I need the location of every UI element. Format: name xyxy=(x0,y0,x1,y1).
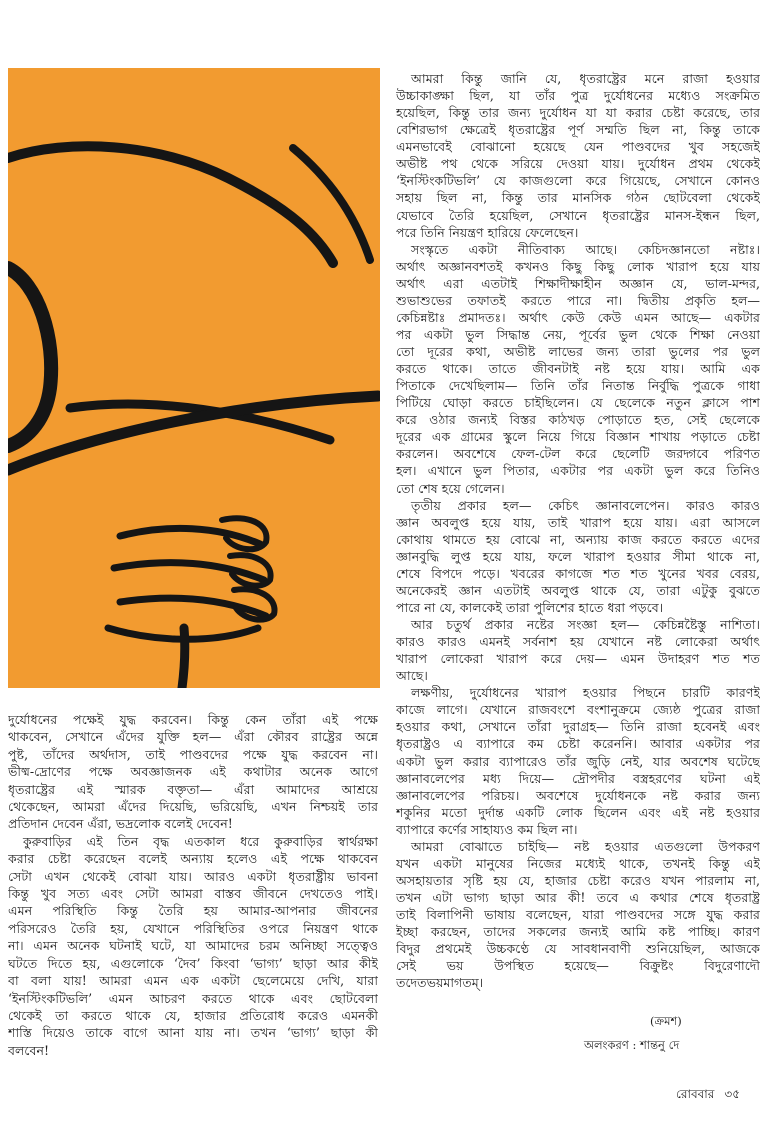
paragraph xyxy=(396,684,760,838)
text-line: সহায় ছিল না, কিন্তু তার মানসিক গঠন ছোটবেলা থেকেই xyxy=(396,190,760,206)
text-line: হওয়ার কথা, সেখানে তাঁরা দুরাগ্রহ— তিনি রাজা হবেনই এবং xyxy=(396,719,760,735)
text-line: থেকেই তা করতে থাকে যে, হাজার প্রতিরোধ করেও এমনকী xyxy=(8,1007,378,1023)
text-line: কারও কারও এমনই সর্বনাশ হয় যেখানে নষ্ট লোকেরা অর্থাৎ xyxy=(396,634,760,650)
text-line: জ্ঞান অবলুপ্ত হয়ে যায়, তাই খারাপ হয়ে যায়। এরা আসলে xyxy=(396,514,760,530)
text-line: অর্থাৎ অজ্ঞানবশতই কখনও কিছু কিছু লোক খারাপ হয়ে যায় xyxy=(396,258,760,274)
paragraph xyxy=(8,711,378,833)
text-line: পরিসরেও তৈরি হয়, যেখানে পরিস্থিতির ওপরে নিয়ন্ত্রণ থাকে xyxy=(8,920,378,936)
paragraph xyxy=(396,241,760,497)
text-line: সংস্কৃতে একটা নীতিবাক্য আছে। কেচিদজ্ঞানতো নষ্টাঃ। xyxy=(411,241,760,257)
text-line: করলেন। অবশেষে ফেল-টেল করে ছেলেটি জরদ্গবে পরিণত xyxy=(396,446,760,462)
page-folio xyxy=(676,1086,740,1103)
text-line: কেচিন্নষ্টাঃ প্রমাদতঃ। অর্থাৎ কেউ কেউ এমন আছে— একটার xyxy=(396,309,760,325)
text-line: জ্ঞানাবলেপের মধ্য দিয়ে— দ্রৌপদীর বস্ত্রহরণের ঘটনা এই xyxy=(396,770,760,786)
text-line: বেশিরভাগ ক্ষেত্রেই ধৃতরাষ্ট্রের পূর্ণ সম্মতি ছিল না, কিন্তু তাকে xyxy=(396,122,760,138)
text-line: এমনভাবেই বোঝানো হয়েছে যেন পাণ্ডবদের খুব সহজেই xyxy=(396,139,760,155)
paragraph xyxy=(396,616,760,684)
text-line: জ্ঞানবুদ্ধি লুপ্ত হয়ে যায়, ফলে খারাপ হওয়ার সীমা থাকে না, xyxy=(396,548,760,564)
text-line: প্রতিদান দেবেন এঁরা, ভদ্রলোক বলেই দেবেন! xyxy=(8,816,233,832)
paragraph xyxy=(8,833,378,1059)
text-line: ব্যাপারে কর্ণের সাহায্যও কম ছিল না। xyxy=(396,821,578,837)
text-line: থেকেছেন, আমরা এঁদের দিয়েছি, ভরিয়েছি, এখন নিশ্চয়ই তার xyxy=(8,799,378,815)
text-line: দুর্যোধনের পক্ষেই যুদ্ধ করবেন। কিন্তু কেন তাঁরা এই পক্ষে xyxy=(8,712,378,727)
text-line: শকুনির মতো দুর্দান্ত একটি লোক ছিলেন এবং এই নষ্ট হওয়ার xyxy=(396,804,760,820)
text-line: তৃতীয় প্রকার হল— কেচিৎ জ্ঞানাবলেপেন। কারও কারও xyxy=(411,497,760,513)
text-line: ঘটতে দিতে হয়, এগুলোকে ‘দৈব’ কিংবা ‘ভাগ্য’ ছাড়া আর কীই xyxy=(8,955,378,971)
text-line: জ্ঞানাবলেপের পরিচয়। অবশেষে দুর্যোধনকে নষ্ট করার জন্য xyxy=(396,787,760,803)
text-line: কোথায় থামতে হয় বোঝে না, অন্যায় কাজ করতে করতে এদের xyxy=(396,531,760,547)
text-line: পিটিয়ে ঘোড়া করতে চাইছিলেন। যে ছেলেকে নতুন ক্লাসে পাশ xyxy=(396,395,760,411)
text-line: উচ্চাকাঙ্ক্ষা ছিল, যা তাঁর পুত্র দুর্যোধনের মধ্যেও সংক্রমিত xyxy=(396,88,760,104)
text-line: পিতাকে দেখেছিলাম— তিনি তাঁর নিতান্ত নির্বুদ্ধি পুত্রকে গাধা xyxy=(396,378,760,394)
text-line: পুষ্ট, তাঁদের অর্থদাস, তাই পাণ্ডবদের পক্ষে যুদ্ধ করবেন না। xyxy=(8,746,378,762)
text-line: হয়েছিল, কিন্তু তার জন্য দুর্যোধন যা যা করার চেষ্টা করেছে, তার xyxy=(396,105,760,121)
text-line: তো শেষ হয়ে গেলেন। xyxy=(396,480,505,496)
continued-marker: (ক্রমশ) xyxy=(650,1014,682,1028)
paragraph xyxy=(396,497,760,616)
text-line: কাজে লাগে। যেখানে রাজবংশে বংশানুক্রমে জ্যেষ্ঠ পুত্রের রাজা xyxy=(396,702,760,718)
text-line: করতে থাকে। তাতে জীবনটাই নষ্ট হয়ে যায়। আমি এক xyxy=(396,361,760,377)
text-line: লক্ষণীয়, দুর্যোধনের খারাপ হওয়ার পিছনে চারটি কারণই xyxy=(411,685,760,701)
text-line: অভীষ্ট পথ থেকে সরিয়ে দেওয়া যায়। দুর্যোধন প্রথম থেকেই xyxy=(396,156,760,172)
text-line: যখন একটা মানুষের নিজের মধ্যেই থাকে, তখনই কিন্তু এই xyxy=(396,855,760,871)
text-line: আমরা কিন্তু জানি যে, ধৃতরাষ্ট্রের মনে রাজা হওয়ার xyxy=(411,71,760,86)
text-line: অর্থাৎ এরা এতটাই শিক্ষাদীক্ষাহীন অজ্ঞান যে, ভাল-মন্দর, xyxy=(396,275,760,291)
text-line: না। এমন অনেক ঘটনাই ঘটে, যা আমাদের চরম অনিচ্ছা সত্ত্বেও xyxy=(8,938,378,954)
text-line: সেটা এখন থেকেই বোঝা যায়। আরও একটা ধৃতরাষ্ট্রীয় ভাবনা xyxy=(8,868,378,884)
text-line: পর একটা ভুল সিদ্ধান্ত নেয়, পূর্বের ভুল থেকে শিক্ষা নেওয়া xyxy=(396,326,760,342)
hand-illustration xyxy=(8,68,380,688)
text-line: তদেতভয়মাগতম্। xyxy=(396,975,484,991)
text-line: আমরা বোঝাতে চাইছি— নষ্ট হওয়ার এতগুলো উপকরণ xyxy=(411,838,760,854)
text-line: করে ওঠার জন্যই বিস্তর কাঠখড় পোড়াতে হত, সেই ছেলেকে xyxy=(396,412,760,428)
magazine-name: রোববার xyxy=(676,1087,715,1101)
text-line: আছে। xyxy=(396,668,428,684)
illustration-credit: অলংকরণ : শান্তনু দে xyxy=(584,1038,680,1052)
text-line: পারে না যে, কালকেই তারা পুলিশের হাতে ধরা পড়বে। xyxy=(396,599,664,615)
page-number: ৩৫ xyxy=(724,1087,740,1101)
text-line: শেষে বিপদে পড়ে। খবরের কাগজে শত শত খুনের খবর বেরয়, xyxy=(396,565,760,581)
text-line: যেভাবে তৈরি হয়েছিল, সেখানে ধৃতরাষ্ট্রের মানস-ইন্ধন ছিল, xyxy=(396,207,760,223)
text-line: অনেকেরই জ্ঞান এতটাই অবলুপ্ত থাকে যে, তারা এটুকু বুঝতে xyxy=(396,582,760,598)
text-line: এমন পরিস্থিতি কিন্তু তৈরি হয় আমার-আপনার জীবনের xyxy=(8,903,378,919)
text-line: শাস্তি দিয়েও তাকে বাগে আনা যায় না। তখন ‘ভাগ্য’ ছাড়া কী xyxy=(8,1025,378,1041)
text-line: ভীষ্ম-দ্রোণের পক্ষে অবজ্ঞাজনক এই কথাটার অনেক আগে xyxy=(8,764,378,780)
text-line: অসহায়তার সৃষ্টি হয় যে, হাজার চেষ্টা করেও যখন পারলাম না, xyxy=(396,872,760,888)
text-line: বিদুর প্রথমেই উচ্চকণ্ঠে যে সাবধানবাণী শুনিয়েছিল, আজকে xyxy=(396,941,760,957)
text-line: আর চতুর্থ প্রকার নষ্টের সংজ্ঞা হল— কেচিন্নষ্টৈস্তু নাশিতা। xyxy=(411,617,760,632)
text-line: ইচ্ছা করছেন, তাদের সকলের জন্যই আমি কষ্ট পাচ্ছি। কারণ xyxy=(396,924,760,940)
text-line: তাই বিলাপিনী ভাষায় বলেছেন, যারা পাণ্ডবদের সঙ্গে যুদ্ধ করার xyxy=(396,907,760,923)
text-line: ‘ইনস্টিংকটিভলি’ এমন আচরণ করতে থাকে এবং ছোটবেলা xyxy=(8,990,378,1006)
left-column xyxy=(8,711,378,1059)
text-line: তখন এটা ভাগ্য ছাড়া আর কী! তবে এ কথার শেষে ধৃতরাষ্ট্র xyxy=(396,890,760,905)
text-line: করার চেষ্টা করেছেন বলেই অন্যায় হলেও এই পক্ষে থাকবেন xyxy=(8,851,378,867)
paragraph xyxy=(396,70,760,241)
text-line: শুভাশুভের তফাতই করতে পারে না। দ্বিতীয় প্রকৃতি হল— xyxy=(396,292,760,308)
text-line: পরে তিনি নিয়ন্ত্রণ হারিয়ে ফেলেছেন। xyxy=(396,224,579,240)
brush-stroke-wrist xyxy=(182,628,185,688)
text-line: ধৃতরাষ্ট্রের এই স্মারক বক্তৃতা— এঁরা আমাদের আশ্রয়ে xyxy=(8,781,378,797)
paragraph xyxy=(396,838,760,992)
text-line: সেই ভয় উপস্থিত হয়েছে— বিক্রুষ্টং বিদুরেণাদৌ xyxy=(396,958,760,974)
right-column xyxy=(396,70,760,991)
text-line: ধৃতরাষ্ট্রও এ ব্যাপারে কম চেষ্টা করেননি। আবার একটার পর xyxy=(396,736,760,752)
text-line: খারাপ লোকেরা খারাপ করে দেয়— এমন উদাহরণ শত শত xyxy=(396,651,760,667)
text-line: কিন্তু খুব সত্য এবং সেটা আমরা বাস্তব জীবনে দেখতেও পাই। xyxy=(8,886,378,902)
text-line: কুরুবাড়ির এই তিন বৃদ্ধ এতকাল ধরে কুরুবাড়ির স্বার্থরক্ষা xyxy=(23,833,378,849)
text-line: হল। এখানে ভুল পিতার, একটার পর একটা ভুল করে তিনিও xyxy=(396,463,760,479)
text-line: ‘ইনস্টিংকটিভলি’ যে কাজগুলো করে গিয়েছে, সেখানে কোনও xyxy=(396,173,760,189)
text-line: তো দূরের কথা, অভীষ্ট লাভের জন্য তারা ভুলের পর ভুল xyxy=(396,344,760,359)
text-line: একটা ভুল করার ব্যাপারেও তাঁর জুড়ি নেই, যার অবশেষ ঘটেছে xyxy=(396,753,760,769)
text-line: দূরের এক গ্রামের স্কুলে নিয়ে গিয়ে বিজ্ঞান শাখায় পড়াতে চেষ্টা xyxy=(396,429,760,445)
text-line: বলবেন! xyxy=(8,1042,50,1058)
text-line: থাকবেন, সেখানে এঁদের যুক্তি হল— এঁরা কৌরব রাষ্ট্রের অন্নে xyxy=(8,729,378,745)
text-line: বা বলা যায়! আমরা এমন এক একটা ছেলেমেয়ে দেখি, যারা xyxy=(8,973,378,989)
